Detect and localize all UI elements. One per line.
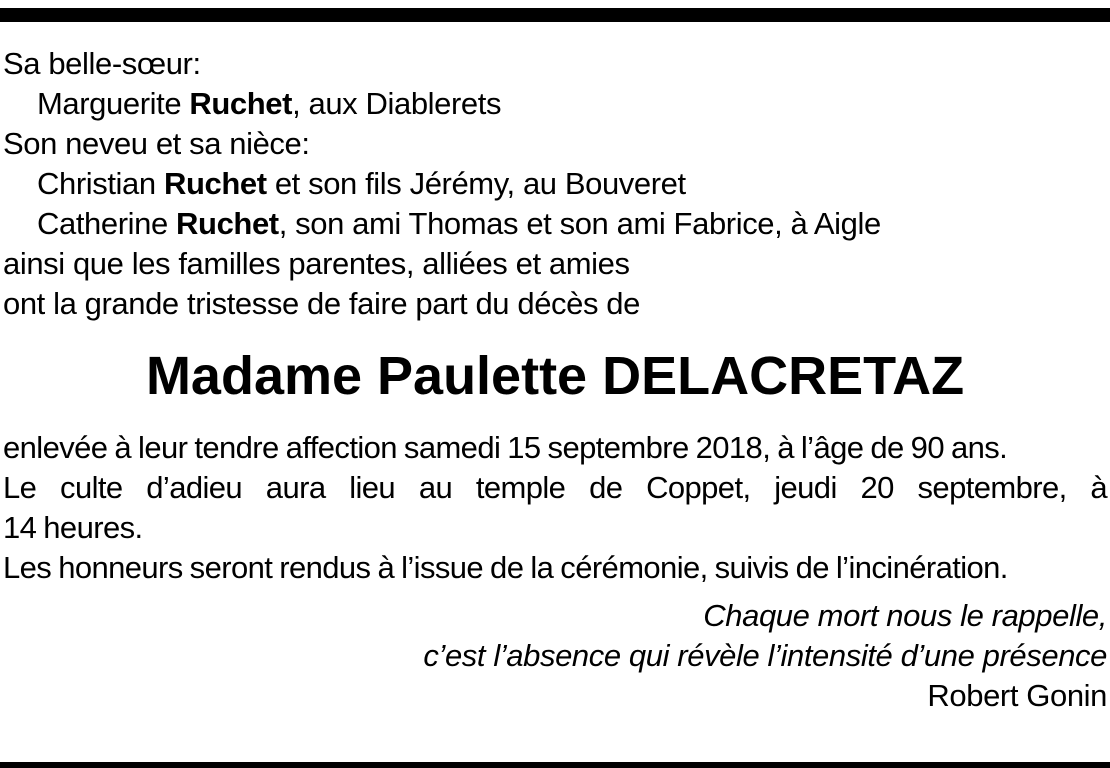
first-name: Christian [37,166,156,201]
memorial-quote [3,596,1107,716]
details-line: Les honneurs seront rendus à l’issue de la cérémonie, suivis de l’incinération. [3,550,1008,585]
quote-line: c’est l’absence qui révèle l’intensité d’une présence [423,638,1107,673]
first-name: Catherine [37,206,168,241]
surname: Ruchet [176,206,279,241]
surname: Ruchet [189,86,293,121]
deceased-name: Madame Paulette DELACRETAZ [145,346,965,406]
relatives-line: ainsi que les familles parentes, alliées et amies [3,246,630,281]
niece-entry [3,204,1107,244]
details-line: enlevée à leur tendre affection samedi 15 septembre 2018, à l’âge de 90 ans. [3,430,1008,465]
quote-author: Robert Gonin [927,678,1107,713]
entry-rest: , aux Diablerets [292,86,502,121]
nephew-niece-heading: Son neveu et sa nièce: [3,126,310,161]
announcement-line: ont la grande tristesse de faire part du décès de [3,286,640,321]
first-name: Marguerite [37,86,182,121]
funeral-details [3,428,1107,588]
nephew-entry [3,164,1107,204]
sister-in-law-heading: Sa belle-sœur: [3,46,201,81]
quote-line: Chaque mort nous le rappelle, [703,598,1107,633]
sister-in-law-entry [3,84,1107,124]
entry-rest: et son fils Jérémy, au Bouveret [266,166,686,201]
bottom-border-rule [0,762,1110,768]
obituary-notice [3,44,1107,716]
details-line: Le culte d’adieu aura lieu au temple de Coppet, jeudi 20 septembre, à [3,470,1107,505]
top-border-rule [0,8,1110,22]
details-line: 14 heures. [3,510,143,545]
entry-rest: , son ami Thomas et son ami Fabrice, à Aigle [278,206,881,241]
surname: Ruchet [163,166,267,201]
